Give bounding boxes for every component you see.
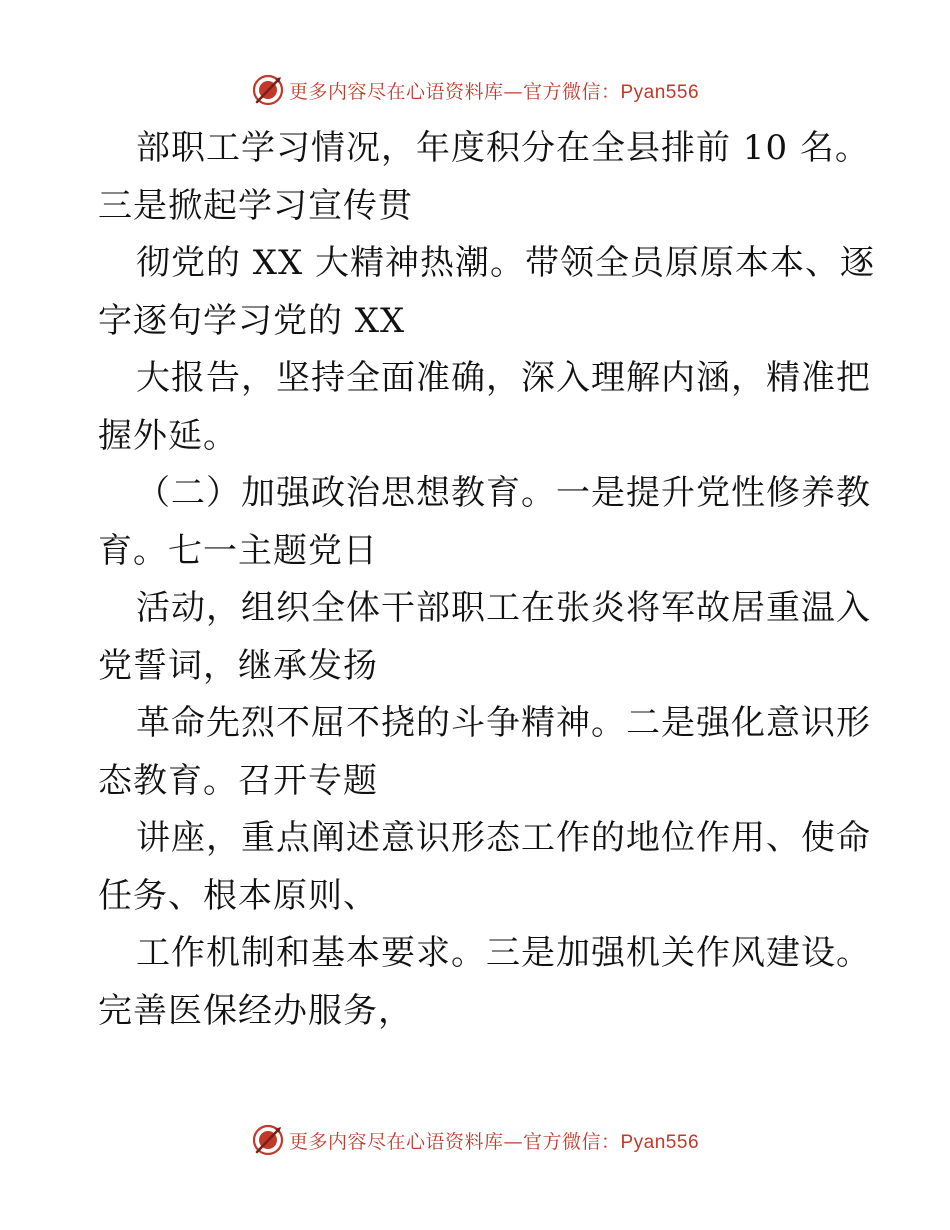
text-line: 态教育。召开专题 (98, 760, 378, 801)
text-line: 工作机制和基本要求。三是加强机关作风建设。 (136, 933, 871, 973)
text-line: 任务、根本原则、 (98, 875, 378, 916)
text-line: 革命先烈不屈不挠的斗争精神。二是强化意识形 (136, 703, 871, 743)
text-line: 党誓词，继承发扬 (98, 645, 378, 686)
footer-wechat-id: Pyan556 (620, 1131, 700, 1153)
page-footer (0, 1122, 950, 1158)
text-line: 握外延。 (98, 415, 238, 456)
footer-brand (289, 1127, 699, 1154)
text-line: （二）加强政治思想教育。一是提升党性修养教 (136, 473, 871, 513)
quill-pen-logo-icon (251, 73, 285, 107)
header-wechat-label: 官方微信： (522, 80, 621, 103)
text-line: 讲座，重点阐述意识形态工作的地位作用、使命 (136, 818, 871, 858)
footer-brand-text: 更多内容尽在心语资料库 (288, 1130, 504, 1153)
footer-dash: — (503, 1130, 523, 1153)
header-wechat-id: Pyan556 (620, 81, 700, 103)
header-brand-text: 更多内容尽在心语资料库 (288, 80, 504, 103)
text-line: 三是掀起学习宣传贯 (98, 185, 413, 226)
text-line: 活动，组织全体干部职工在张炎将军故居重温入 (136, 588, 871, 628)
page-header (0, 72, 950, 108)
quill-pen-logo-icon (251, 1123, 285, 1157)
text-line: 部职工学习情况，年度积分在全县排前 10 名。 (136, 128, 870, 168)
document-body (98, 120, 876, 1040)
text-line: 字逐句学习党的 XX (98, 300, 406, 341)
footer-wechat-label: 官方微信： (522, 1130, 621, 1153)
text-line: 彻党的 XX 大精神热潮。带领全员原原本本、逐 (136, 243, 876, 283)
text-line: 大报告，坚持全面准确，深入理解内涵，精准把 (136, 358, 871, 398)
text-line: 育。七一主题党日 (98, 530, 378, 571)
text-line: 完善医保经办服务， (98, 990, 413, 1031)
header-dash: — (503, 80, 523, 103)
header-brand (289, 77, 699, 104)
